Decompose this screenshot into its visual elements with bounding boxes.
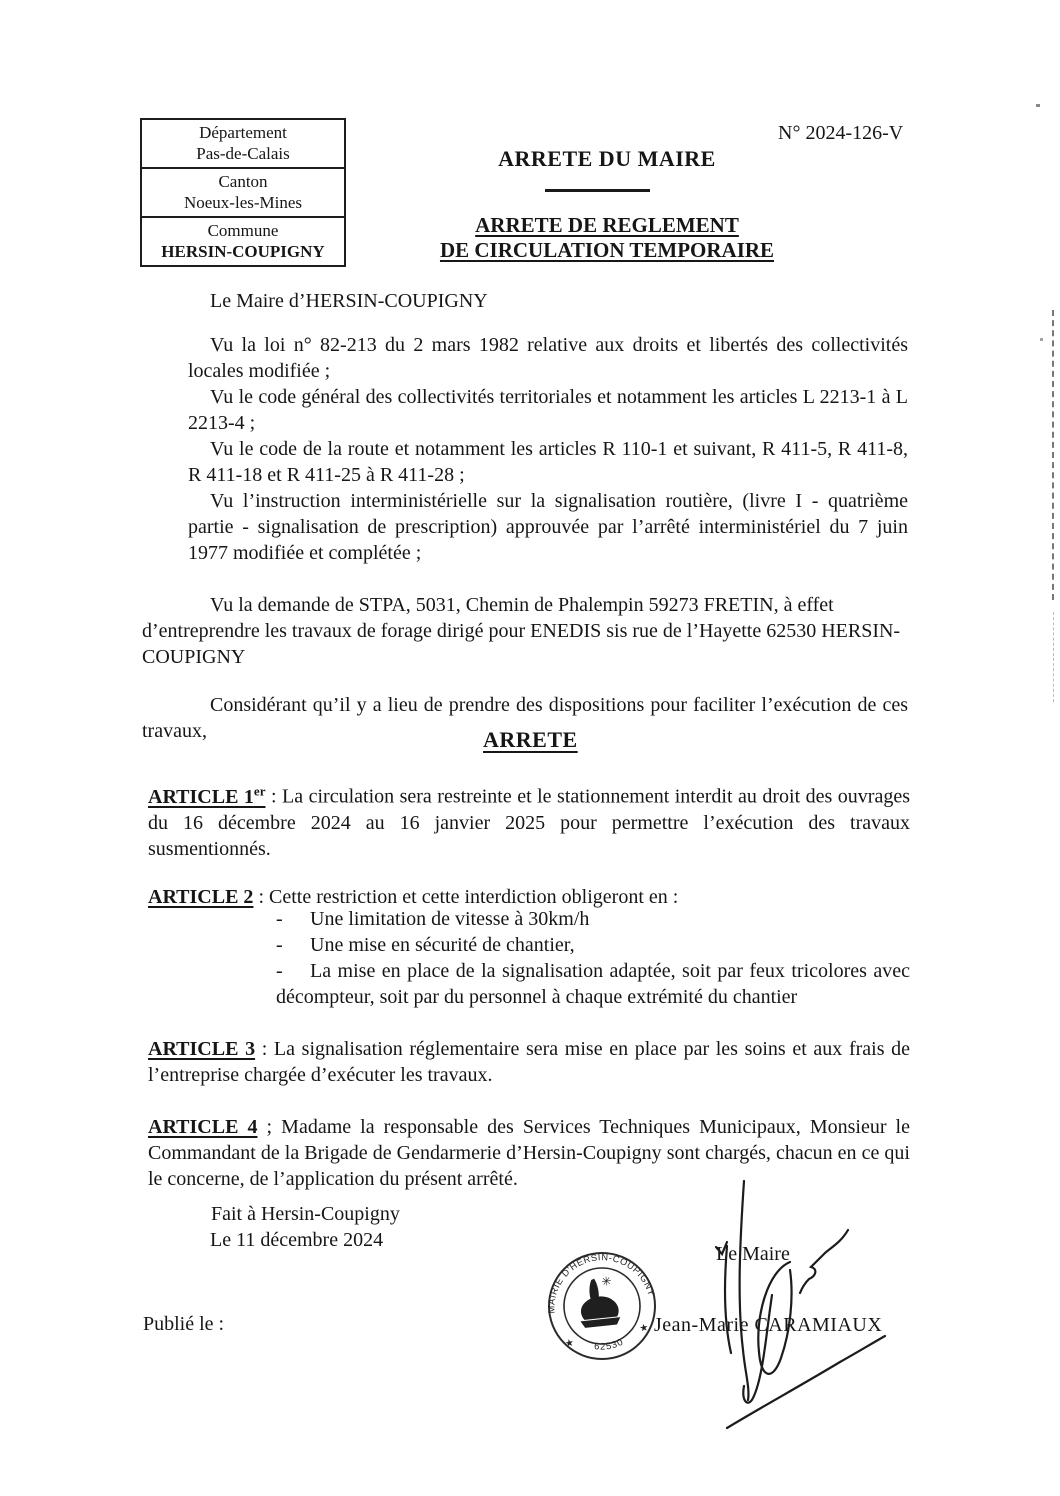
bullet-dash: - bbox=[276, 934, 283, 956]
canton-label: Canton bbox=[218, 172, 268, 191]
canton-value: Noeux-les-Mines bbox=[183, 193, 303, 212]
article-4-text: Madame la responsable des Services Techniques Municipaux, Monsieur le Commandant de la Brigade de Gendarmerie d’Hersin-Coupigny sont chargés, chacun en ce qui le concerne, de l’application du présent arrêté. bbox=[148, 1116, 910, 1190]
article-3-text: La signalisation réglementaire sera mise en place par les soins et aux frais de l’entreprise chargée d’exécuter les travaux. bbox=[148, 1038, 911, 1086]
scan-artifact-speck bbox=[1036, 104, 1040, 107]
article-2-text: Cette restriction et cette interdiction obligeront en : bbox=[269, 886, 679, 908]
article-1-sup: er bbox=[253, 783, 266, 798]
subtitle-line2: DE CIRCULATION TEMPORAIRE bbox=[439, 238, 775, 262]
signature-stroke bbox=[725, 1246, 731, 1353]
signature-stroke bbox=[740, 1181, 749, 1400]
visa-instruction: Vu l’instruction interministérielle sur la signalisation routière, (livre I - quatrième partie - signalisation de prescription) approuvée par l’arrêté interministériel du 7 juin 1977 modifiée et complétée ; bbox=[188, 490, 908, 564]
article-3-separator: : bbox=[255, 1038, 274, 1060]
stamp-bottom-text-wrap bbox=[592, 1336, 626, 1355]
stamp-star-left-icon: ★ bbox=[564, 1337, 575, 1350]
municipal-stamp bbox=[546, 1250, 658, 1362]
signer-title: Le Maire bbox=[716, 1243, 790, 1265]
request-paragraph: Vu la demande de STPA, 5031, Chemin de Phalempin 59273 FRETIN, à effet d’entreprendre les travaux de forage dirigé pour ENEDIS sis rue de l’Hayette 62530 HERSIN-COUPIGNY bbox=[142, 594, 901, 668]
visa-code-collectivites: Vu le code général des collectivités territoriales et notamment les articles L 2213-1 à L 2213-4 ; bbox=[188, 386, 908, 434]
signer-name: Jean-Marie CARAMIAUX bbox=[654, 1314, 883, 1336]
stamp-postal-code: 62530 bbox=[593, 1336, 626, 1353]
stamp-arc-text: MAIRIE D'HERSIN-COUPIGNY bbox=[546, 1252, 657, 1314]
department-value: Pas-de-Calais bbox=[196, 144, 290, 163]
commune-cell bbox=[142, 218, 344, 265]
article-1-label: ARTICLE 1er bbox=[148, 783, 266, 808]
article-4-separator: ; bbox=[257, 1116, 282, 1138]
scan-artifact-dashed-line-faint bbox=[1053, 612, 1054, 702]
date-line: Le 11 décembre 2024 bbox=[210, 1229, 384, 1251]
commune-label: Commune bbox=[207, 221, 279, 240]
signature-stroke bbox=[716, 1242, 727, 1254]
visa-code-route: Vu le code de la route et notamment les articles R 110-1 et suivant, R 411-5, R 411-8, R 411-18 et R 411-25 à R 411-28 ; bbox=[188, 438, 908, 486]
subtitle-line1: ARRETE DE REGLEMENT bbox=[475, 213, 739, 237]
place-line: Fait à Hersin-Coupigny bbox=[211, 1203, 400, 1225]
article-2-bullet-list bbox=[276, 906, 910, 1010]
stamp-crest-icon bbox=[576, 1273, 621, 1328]
published-label: Publié le : bbox=[143, 1313, 225, 1335]
title-block bbox=[407, 146, 807, 172]
visa-paragraphs bbox=[188, 332, 908, 566]
jurisdiction-box bbox=[140, 118, 346, 267]
signature-stroke bbox=[800, 1230, 848, 1293]
department-cell bbox=[142, 120, 344, 169]
bullet-dash: - bbox=[276, 908, 283, 930]
article-2-separator: : bbox=[253, 886, 269, 908]
page-title: ARRETE DU MAIRE bbox=[498, 146, 716, 171]
decree-reference-number: N° 2024-126-V bbox=[778, 122, 904, 144]
stamp-star-right-icon: ★ bbox=[638, 1322, 650, 1335]
article-1-separator: : bbox=[265, 785, 283, 808]
mayor-signature bbox=[690, 1165, 930, 1465]
subtitle-block bbox=[407, 213, 807, 263]
bullet-speed-limit: - Une limitation de vitesse à 30km/h bbox=[276, 908, 590, 930]
bullet-dash: - bbox=[276, 960, 283, 982]
stamp-sparkle-icon: ✳ bbox=[600, 1273, 613, 1289]
title-divider bbox=[545, 189, 650, 192]
canton-cell bbox=[142, 169, 344, 218]
commune-value: HERSIN-COUPIGNY bbox=[161, 242, 325, 261]
decree-heading: ARRETE bbox=[483, 727, 578, 752]
article-3-label: ARTICLE 3 bbox=[148, 1038, 256, 1060]
article-1-text: La circulation sera restreinte et le stationnement interdit au droit des ouvrages du 16 décembre 2024 au 16 janvier 2025 pour permettre l’exécution des travaux susmentionnés. bbox=[148, 785, 910, 860]
department-label: Département bbox=[199, 123, 287, 142]
scan-artifact-speck bbox=[1040, 338, 1043, 341]
considerant-paragraph: Considérant qu’il y a lieu de prendre des dispositions pour faciliter l’exécution de ces travaux, bbox=[142, 694, 908, 742]
article-3 bbox=[148, 1036, 910, 1088]
article-1 bbox=[148, 778, 910, 862]
bullet-site-safety: - Une mise en sécurité de chantier, bbox=[276, 934, 575, 956]
visa-law: Vu la loi n° 82-213 du 2 mars 1982 relative aux droits et libertés des collectivités locales modifiée ; bbox=[188, 334, 908, 382]
article-2-label: ARTICLE 2 bbox=[148, 886, 254, 908]
salutation: Le Maire d’HERSIN-COUPIGNY bbox=[210, 290, 488, 312]
bullet-signalisation: - La mise en place de la signalisation adaptée, soit par feux tricolores avec décompteur, soit par du personnel à chaque extrémité du chantier bbox=[276, 960, 910, 1008]
signature-stroke bbox=[727, 1336, 885, 1428]
scan-artifact-dashed-line bbox=[1052, 310, 1054, 600]
article-4-label: ARTICLE 4 bbox=[148, 1116, 258, 1138]
